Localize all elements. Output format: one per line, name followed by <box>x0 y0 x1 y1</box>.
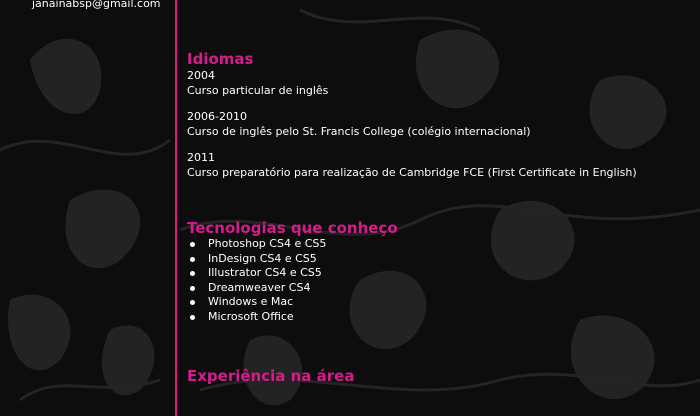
language-entry-year: 2004 <box>187 69 215 82</box>
technology-item: Dreamweaver CS4 <box>187 281 692 296</box>
technologies-section <box>187 219 692 325</box>
accent-divider-line <box>175 0 177 416</box>
language-entry-text: Curso preparatório para realização de Cambridge FCE (First Certificate in English) <box>187 166 637 179</box>
contact-email: janainabsp@gmail.com <box>32 0 161 10</box>
language-entry <box>187 150 692 180</box>
languages-title: Idiomas <box>187 50 254 68</box>
language-entry-year: 2006-2010 <box>187 110 247 123</box>
languages-section <box>187 50 692 180</box>
experience-title: Experiência na área <box>187 366 355 385</box>
experience-section <box>187 367 692 385</box>
technology-item: Windows e Mac <box>187 295 692 310</box>
language-entry-text: Curso particular de inglês <box>187 84 329 97</box>
technologies-title: Tecnologias que conheço <box>187 219 398 237</box>
technologies-list <box>187 237 692 325</box>
technology-item: InDesign CS4 e CS5 <box>187 252 692 267</box>
language-entry <box>187 109 692 139</box>
technology-item: Photoshop CS4 e CS5 <box>187 237 692 252</box>
language-entry <box>187 68 692 98</box>
technology-item: Microsoft Office <box>187 310 692 325</box>
language-entry-year: 2011 <box>187 151 215 164</box>
resume-content <box>187 50 692 385</box>
technology-item: Illustrator CS4 e CS5 <box>187 266 692 281</box>
language-entry-text: Curso de inglês pelo St. Francis College (colégio internacional) <box>187 125 531 138</box>
